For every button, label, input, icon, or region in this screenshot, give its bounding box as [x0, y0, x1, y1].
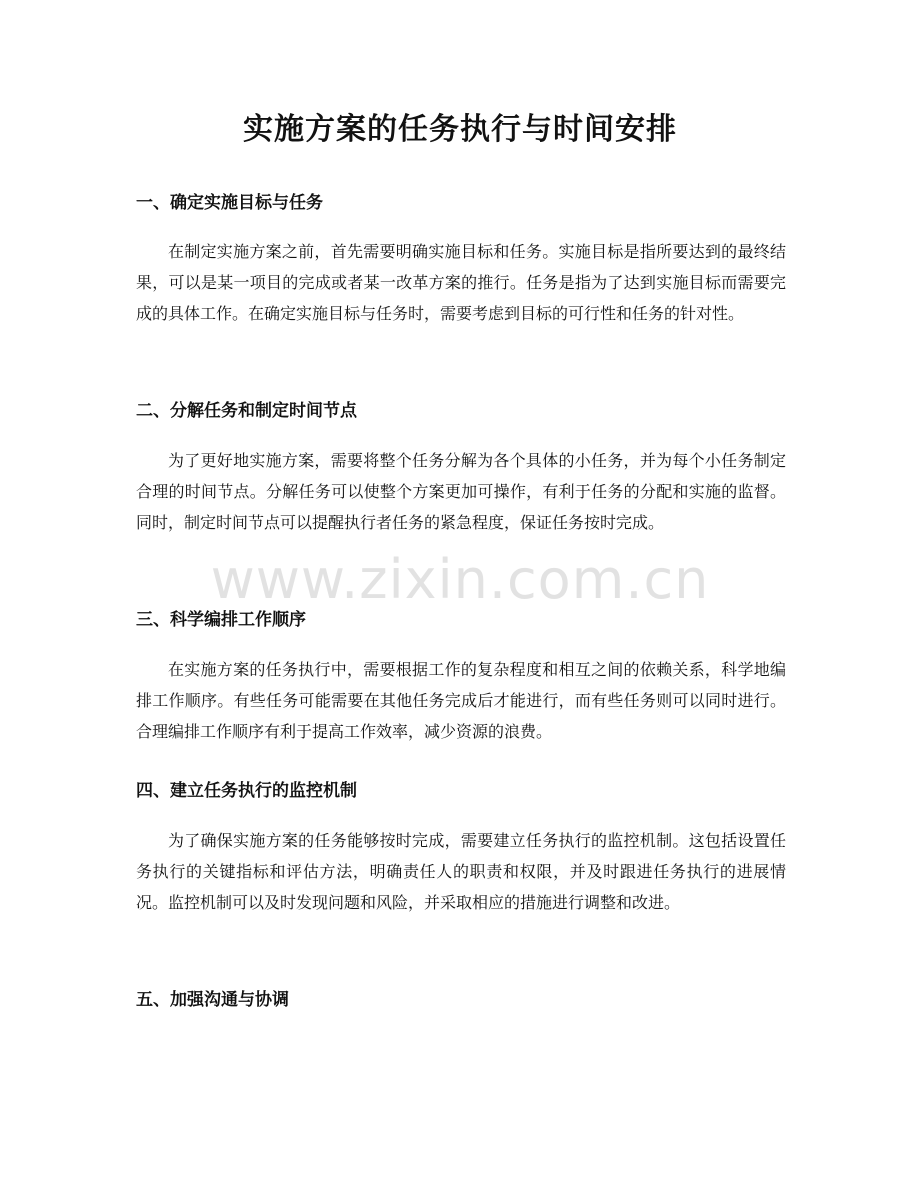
section-3-heading: 三、科学编排工作顺序 [136, 610, 306, 630]
section-3-paragraph: 在实施方案的任务执行中，需要根据工作的复杂程度和相互之间的依赖关系，科学地编排工作顺序。有些任务可能需要在其他任务完成后才能进行，而有些任务则可以同时进行。合理编排工作顺序有利于提高工作效率，减少资源的浪费。 [136, 660, 786, 741]
document-title: 实施方案的任务执行与时间安排 [243, 112, 677, 147]
section-1-heading: 一、确定实施目标与任务 [136, 193, 323, 213]
section-4-paragraph: 为了确保实施方案的任务能够按时完成，需要建立任务执行的监控机制。这包括设置任务执行的关键指标和评估方法，明确责任人的职责和权限，并及时跟进任务执行的进展情况。监控机制可以及时发现问题和风险，并采取相应的措施进行调整和改进。 [136, 831, 786, 912]
section-1-paragraph: 在制定实施方案之前，首先需要明确实施目标和任务。实施目标是指所要达到的最终结果，可以是某一项目的完成或者某一改革方案的推行。任务是指为了达到实施目标而需要完成的具体工作。在确定实施目标与任务时，需要考虑到目标的可行性和任务的针对性。 [136, 242, 786, 323]
watermark-text: www.zixin.com.cn [210, 548, 710, 611]
section-2-heading: 二、分解任务和制定时间节点 [136, 401, 357, 421]
section-4-heading: 四、建立任务执行的监控机制 [136, 781, 357, 801]
section-2-paragraph: 为了更好地实施方案，需要将整个任务分解为各个具体的小任务，并为每个小任务制定合理的时间节点。分解任务可以使整个方案更加可操作，有利于任务的分配和实施的监督。同时，制定时间节点可以提醒执行者任务的紧急程度，保证任务按时完成。 [136, 451, 786, 532]
section-5-heading: 五、加强沟通与协调 [136, 990, 289, 1010]
